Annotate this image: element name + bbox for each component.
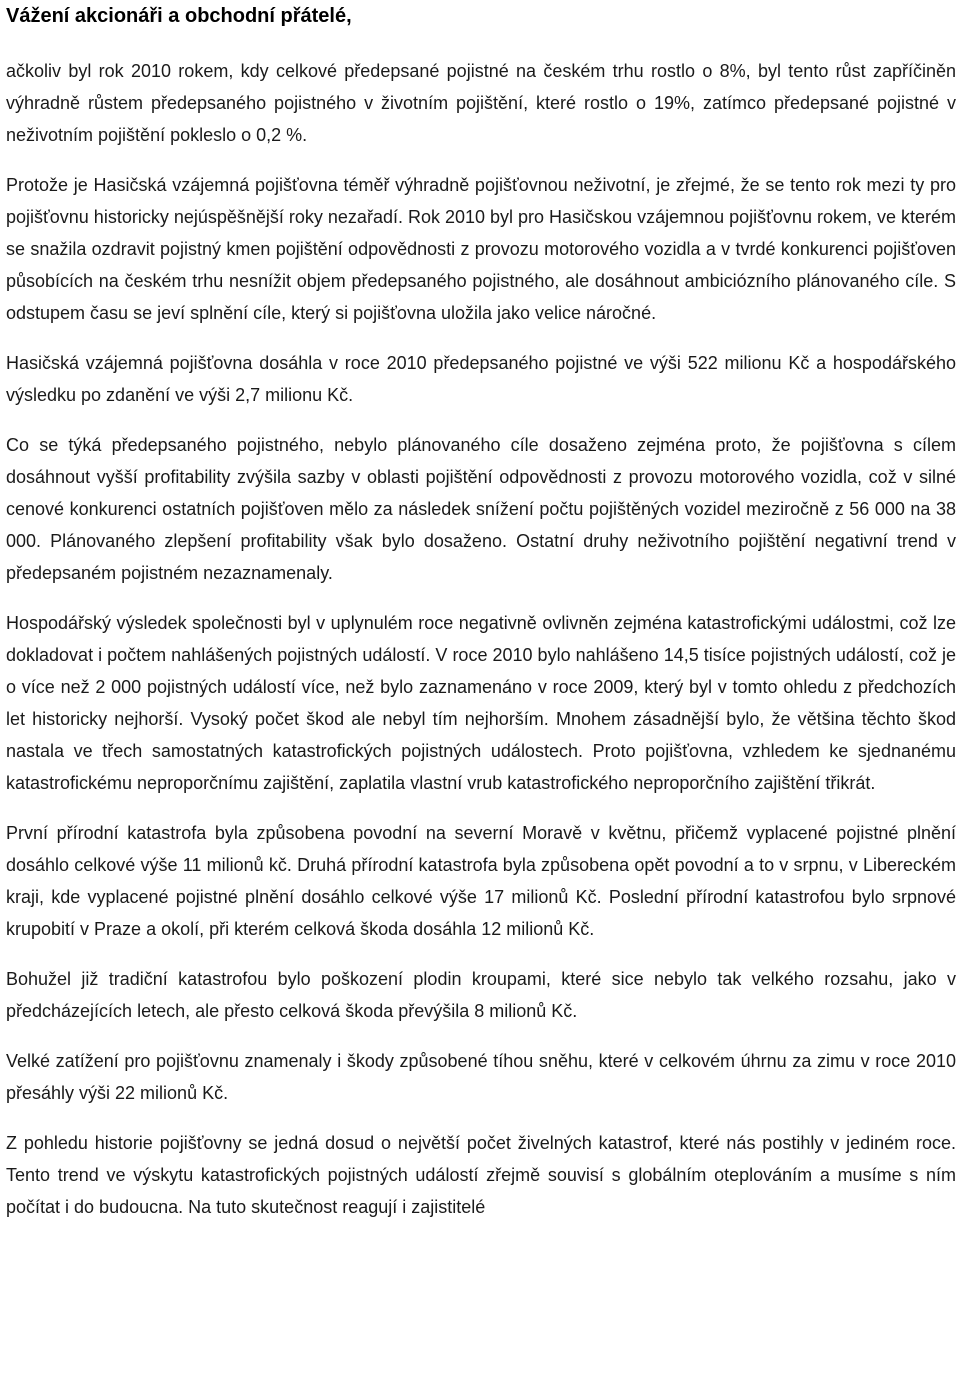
- paragraph-premium-target: Co se týká předepsaného pojistného, nebylo plánovaného cíle dosaženo zejména proto, že pojišťovna s cílem dosáhnout vyšší profitability zvýšila sazby v oblasti pojištění odpovědnosti z provozu motorového vozidla, což v silné cenové konkurenci ostatních pojišťoven mělo za následek snížení počtu pojištěných vozidel meziročně z 56 000 na 38 000. Plánovaného zlepšení profitability však bylo dosaženo. Ostatní druhy neživotního pojištění negativní trend v předepsaném pojistném nezaznamenaly.: [6, 435, 956, 583]
- paragraph-results-summary: Hasičská vzájemná pojišťovna dosáhla v roce 2010 předepsaného pojistné ve výši 522 milionu Kč a hospodářského výsledku po zdanění ve výši 2,7 milionu Kč.: [6, 353, 956, 405]
- paragraph-natural-disasters: První přírodní katastrofa byla způsobena povodní na severní Moravě v květnu, přičemž vyplacené pojistné plnění dosáhlo celkové výše 11 milionů kč. Druhá přírodní katastrofa byla způsobena opět povodní a to v srpnu, v Libereckém kraji, kde vyplacené pojistné plnění dosáhlo celkové výše 17 milionů Kč. Poslední přírodní katastrofou bylo srpnové krupobití v Praze a okolí, při kterém celková škoda dosáhla 12 milionů Kč.: [6, 823, 956, 939]
- paragraph-nonlife-insurer: Protože je Hasičská vzájemná pojišťovna téměř výhradně pojišťovnou neživotní, je zřejmé, že se tento rok mezi ty pro pojišťovnu historicky nejúspěšnější roky nezařadí. Rok 2010 byl pro Hasičskou vzájemnou pojišťovnu rokem, ve kterém se snažila ozdravit pojistný kmen pojištění odpovědnosti z provozu motorového vozidla a v tvrdé konkurenci pojišťoven působících na českém trhu nesnížit objem předepsaného pojistného, ale dosáhnout ambiciózního plánovaného cíle. S odstupem času se jeví splnění cíle, který si pojišťovna uložila jako velice náročné.: [6, 175, 956, 323]
- paragraph-snow-damage: Velké zatížení pro pojišťovnu znamenaly i škody způsobené tíhou sněhu, které v celkovém úhrnu za zimu v roce 2010 přesáhly výši 22 milionů Kč.: [6, 1051, 956, 1103]
- paragraph-market-growth: ačkoliv byl rok 2010 rokem, kdy celkové předepsané pojistné na českém trhu rostlo o 8%, byl tento růst zapříčiněn výhradně růstem předepsaného pojistného v životním pojištění, které rostlo o 19%, zatímco předepsané pojistné v neživotním pojištění pokleslo o 0,2 %.: [6, 61, 956, 145]
- paragraph-history-trend: Z pohledu historie pojišťovny se jedná dosud o největší počet živelných katastrof, které nás postihly v jediném roce. Tento trend ve výskytu katastrofických pojistných událostí zřejmě souvisí s globálním oteplováním a musíme s ním počítat i do budoucna. Na tuto skutečnost reagují i zajistitelé: [6, 1133, 956, 1217]
- document-page: [6, 0, 956, 1223]
- paragraph-hail-damage: Bohužel již tradiční katastrofou bylo poškození plodin kroupami, které sice nebylo tak velkého rozsahu, jako v předcházejících letech, ale přesto celková škoda převýšila 8 milionů Kč.: [6, 969, 956, 1021]
- letter-salutation-heading: Vážení akcionáři a obchodní přátelé,: [6, 5, 352, 27]
- paragraph-catastrophic-events: Hospodářský výsledek společnosti byl v uplynulém roce negativně ovlivněn zejména katastrofickými událostmi, což lze dokladovat i počtem nahlášených pojistných událostí. V roce 2010 bylo nahlášeno 14,5 tisíce pojistných událostí, což je o více než 2 000 pojistných událostí více, než bylo zaznamenáno v roce 2009, který byl v tomto ohledu z předchozích let historicky nejhorší. Vysoký počet škod ale nebyl tím nejhorším. Mnohem zásadnější bylo, že většina těchto škod nastala ve třech samostatných katastrofických pojistných událostech. Proto pojišťovna, vzhledem ke sjednanému katastrofickému neproporčnímu zajištění, zaplatila vlastní vrub katastrofického neproporčního zajištění třikrát.: [6, 613, 956, 793]
